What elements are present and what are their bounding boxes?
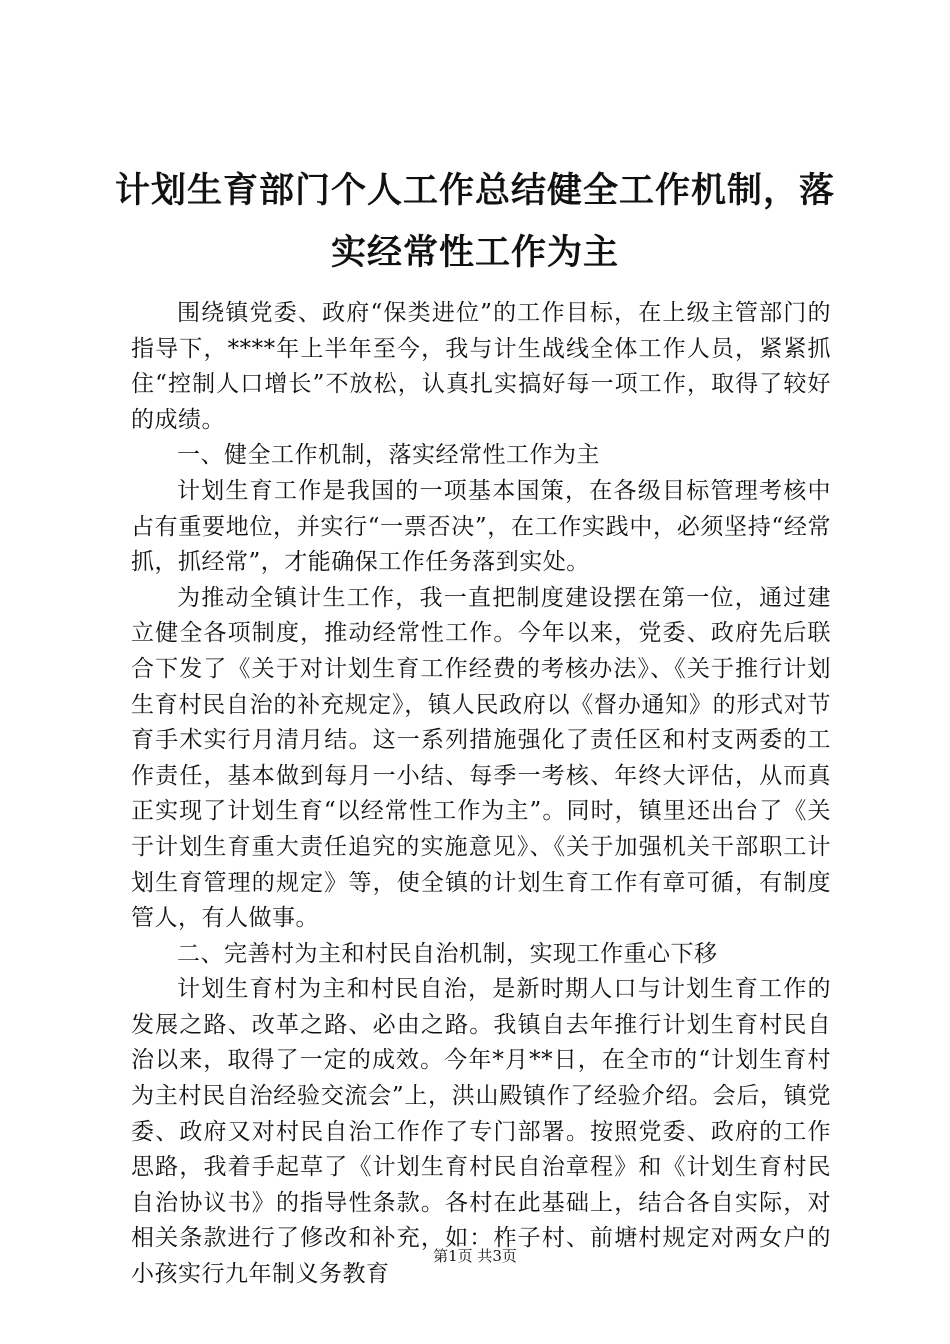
paragraph-section1-b: 为推动全镇计生工作，我一直把制度建设摆在第一位，通过建立健全各项制度，推动经常性工作。今年以来，党委、政府先后联合下发了《关于对计划生育工作经费的考核办法》、《关于推行计划生育村民自治的补充规定》，镇人民政府以《督办通知》的形式对节育手术实行月清月结。这一系列措施强化了责任区和村支两委的工作责任，基本做到每月一小结、每季一考核、年终大评估，从而真正实现了计划生育“以经常性工作为主”。同时，镇里还出台了《关于计划生育重大责任追究的实施意见》、《关于加强机关干部职工计划生育管理的规定》等，使全镇的计划生育工作有章可循，有制度管人，有人做事。 (131, 584, 831, 932)
section-heading-1: 一、健全工作机制，落实经常性工作为主 (177, 442, 600, 469)
paragraph-section2-a: 计划生育村为主和村民自治，是新时期人口与计划生育工作的发展之路、改革之路、必由之路。我镇自去年推行计划生育村民自治以来，取得了一定的成效。今年*月**日，在全市的“计划生育村为主村民自治经验交流会”上，洪山殿镇作了经验介绍。会后，镇党委、政府又对村民自治工作作了专门部署。按照党委、政府的工作思路，我着手起草了《计划生育村民自治章程》和《计划生育村民自治协议书》的指导性条款。各村在此基础上，结合各自实际，对相关条款进行了修改和补充，如：柞子村、前塘村规定对两女户的小孩实行九年制义务教育 (131, 976, 831, 1288)
document-body (131, 296, 831, 1293)
page-number-footer: 第1页 共3页 (433, 1247, 517, 1265)
paragraph-section1-a: 计划生育工作是我国的一项基本国策，在各级目标管理考核中占有重要地位，并实行“一票否决”，在工作实践中，必须坚持“经常抓，抓经常”，才能确保工作任务落到实处。 (131, 477, 831, 576)
paragraph-intro: 围绕镇党委、政府“保类进位”的工作目标，在上级主管部门的指导下，****年上半年至今，我与计生战线全体工作人员，紧紧抓住“控制人口增长”不放松，认真扎实搞好每一项工作，取得了较好的成绩。 (131, 300, 831, 433)
section-heading-2: 二、完善村为主和村民自治机制，实现工作重心下移 (177, 940, 718, 967)
document-title: 计划生育部门个人工作总结健全工作机制，落实经常性工作为主 (114, 170, 835, 273)
